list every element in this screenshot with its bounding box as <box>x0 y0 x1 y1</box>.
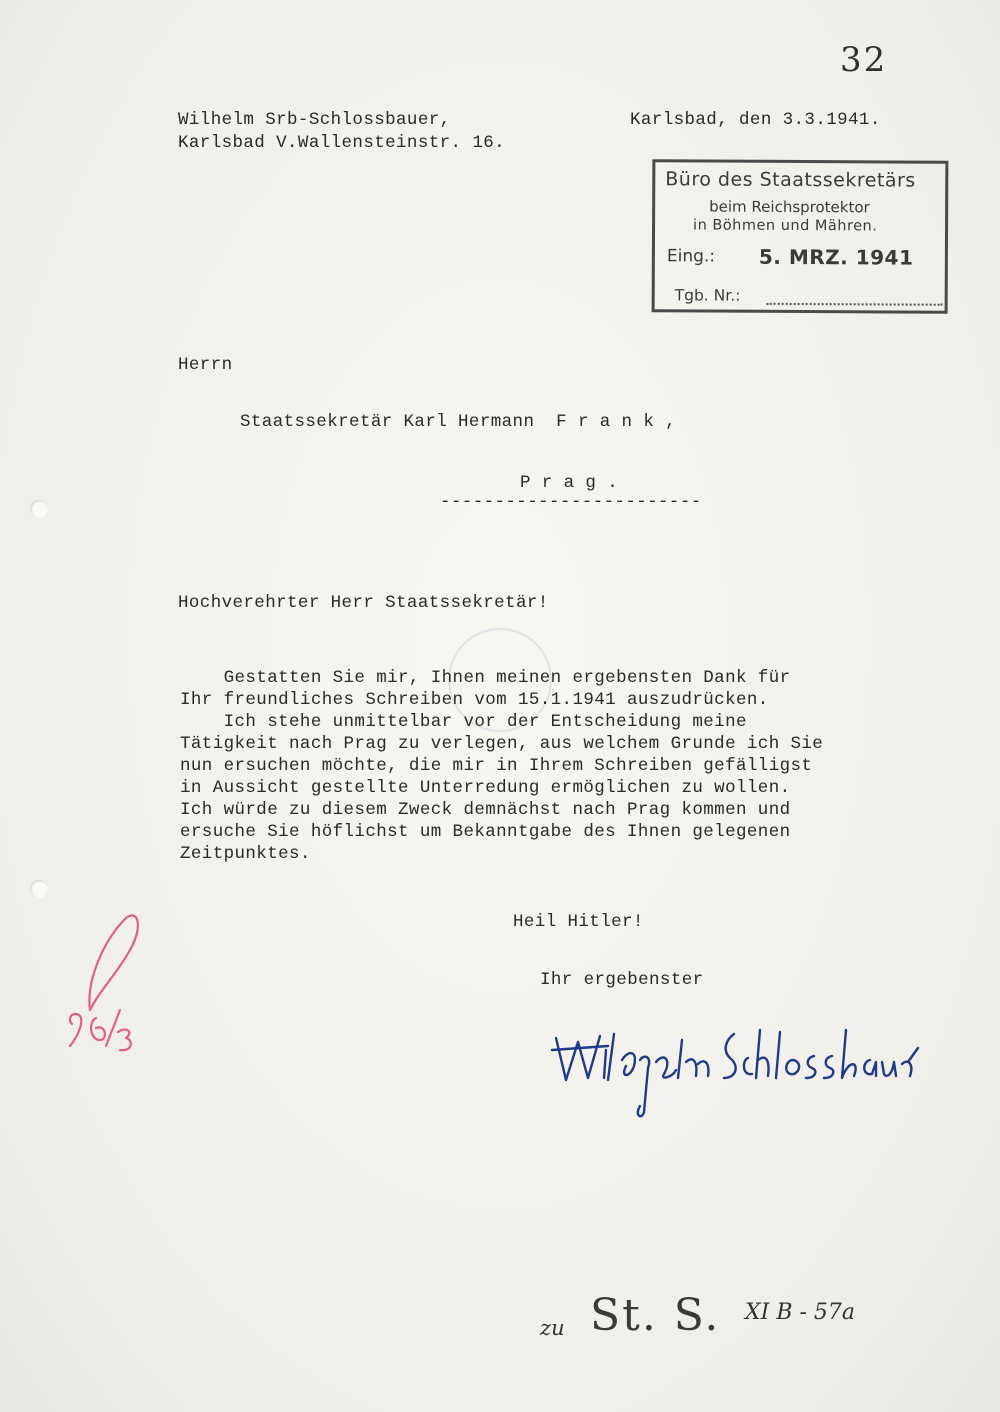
punch-hole-bottom <box>30 880 48 898</box>
body-line: in Aussicht gestellte Unterredung ermöglichen zu wollen. <box>180 778 791 798</box>
stamp-dotted-line <box>767 303 943 306</box>
stamp-authority: beim Reichsprotektor <box>709 197 870 217</box>
stamp-region: in Böhmen und Mähren. <box>693 217 878 235</box>
sender-name: Wilhelm Srb-Schlossbauer, <box>178 110 451 130</box>
registry-mark <box>60 910 150 1070</box>
reference-label: zu <box>540 1316 565 1340</box>
body-line: Ich stehe unmittelbar vor der Entscheidung meine <box>180 712 747 732</box>
body-line: Tätigkeit nach Prag zu verlegen, aus welchem Grunde ich Sie <box>180 734 824 754</box>
reference-number: XI B - 57a <box>745 1300 856 1325</box>
closing: Heil Hitler! <box>513 912 644 932</box>
body-line: Zeitpunktes. <box>180 844 311 864</box>
reference-code: St. S. <box>590 1290 721 1341</box>
stamp-journal-label: Tgb. Nr.: <box>674 286 741 305</box>
place-date: Karlsbad, den 3.3.1941. <box>630 110 881 130</box>
stamp-received-label: Eing.: <box>666 246 716 267</box>
city-underline: ------------------------ <box>440 492 702 512</box>
recipient: Staatssekretär Karl Hermann F r a n k , <box>240 412 677 432</box>
stamp-office: Büro des Staatssekretärs <box>665 168 916 192</box>
greeting: Hochverehrter Herr Staatssekretär! <box>178 593 549 613</box>
body-line: nun ersuchen möchte, die mir in Ihrem Schreiben gefälligst <box>180 756 813 776</box>
body-line: Ich würde zu diesem Zweck demnächst nach Prag kommen und <box>180 800 791 820</box>
page-number: 32 <box>840 40 888 80</box>
received-stamp <box>652 159 949 314</box>
stamp-received-date: 5. MRZ. 1941 <box>758 244 914 270</box>
sender-address: Karlsbad V.Wallensteinstr. 16. <box>178 133 506 153</box>
body-line: Gestatten Sie mir, Ihnen meinen ergebensten Dank für <box>180 668 791 688</box>
body-line: ersuche Sie höflichst um Bekanntgabe des Ihnen gelegenen <box>180 822 791 842</box>
body-line: Ihr freundliches Schreiben vom 15.1.1941 auszudrücken. <box>180 690 769 710</box>
handwritten-signature <box>548 1020 928 1130</box>
signoff: Ihr ergebenster <box>540 970 704 990</box>
salutation: Herrn <box>178 355 233 375</box>
recipient-city: P r a g . <box>520 473 619 493</box>
punch-hole-top <box>30 500 48 518</box>
